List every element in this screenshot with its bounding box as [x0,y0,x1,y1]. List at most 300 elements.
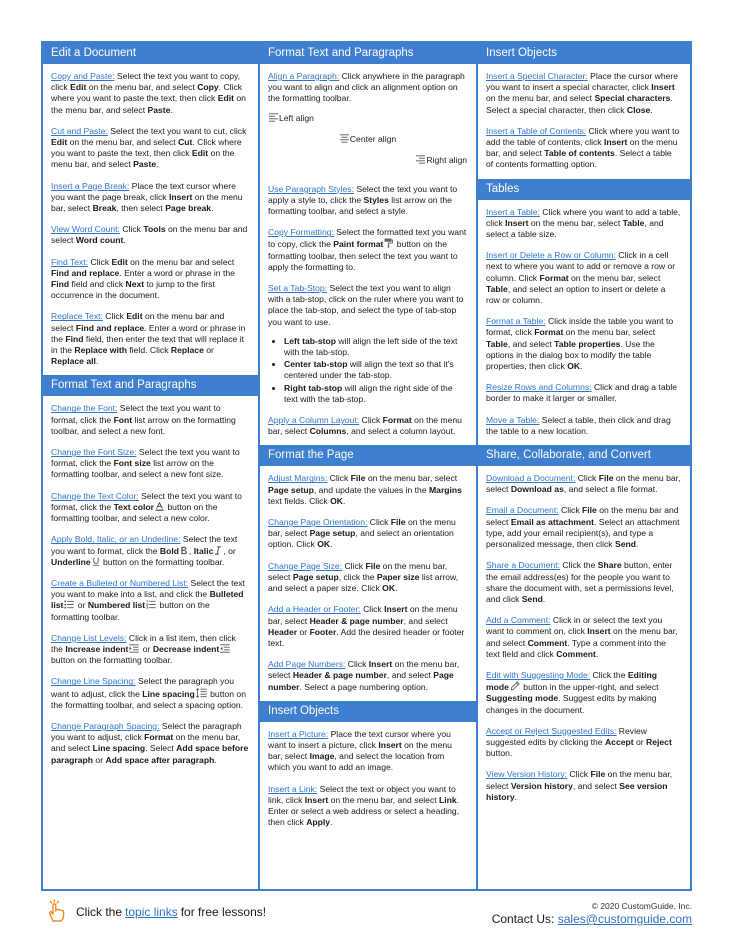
body-text: Click in or select the text you want to comment on, click [486,615,663,637]
topic-link[interactable]: Change the Font Size: [51,447,137,458]
body-text: on the menu bar, select [528,217,623,228]
entry-view-word-count [51,224,249,246]
body-text: . Add the desired header or footer text. [268,626,465,648]
body-text: or [633,736,647,747]
entry-cut-and-paste [51,126,249,171]
bold-term: Line spacing [92,743,146,754]
topic-link[interactable]: Replace Text: [51,311,103,322]
increase-indent-icon [129,644,139,654]
body-text: on the menu bar, and select [67,137,179,148]
bold-term: Edit [111,256,128,267]
bold-term: Header [268,626,298,637]
align-example-label: Right align [426,154,467,165]
body-text: to jump to the first occurrence in the document. [51,279,215,301]
bold-term: Table [622,217,645,228]
bold-term: Paste [147,104,171,115]
quick-reference-sheet [41,41,692,891]
topic-link[interactable]: Edit with Suggesting Mode: [486,669,591,680]
section-body [260,722,476,837]
body-text: . [650,104,653,115]
body-text: Click in a list item, then click the [51,632,236,654]
bold-term: Insert [604,137,628,148]
body-text: . [156,159,159,170]
section-edit-a-document [43,43,258,375]
bold-term: Decrease indent [152,643,220,654]
body-text: Select the paragraph you want to adjust, click the [51,676,234,699]
bold-term: File [365,560,381,571]
entry-replace-text [51,311,249,367]
body-text: , and select an option to insert or delete a row or column. [486,283,666,306]
body-text: or [75,600,88,611]
section-heading: Share, Collaborate, and Convert [478,445,690,466]
body-text: Place the cursor where you want to insert a special character, click [486,71,679,93]
bold-term: OK [330,495,343,506]
section-heading: Insert Objects [478,43,690,64]
bold-term: Edit [126,311,143,322]
bold-term: Reject [646,736,672,747]
topic-link[interactable]: Use Paragraph Styles: [268,183,354,194]
body-text: button. [486,748,513,759]
text-color-icon [155,502,164,512]
entry-insert-a-page-break [51,181,249,215]
body-text: Place the text cursor where you want to insert a picture, click [268,728,451,750]
body-text: . Select a table of contents formatting option. [486,148,672,170]
entry-view-version-history [486,769,681,803]
topic-link[interactable]: Change the Text Color: [51,490,139,501]
section-format-text-and-paragraphs [260,43,476,445]
topic-link[interactable]: Change the Font: [51,403,118,414]
topic-link[interactable]: Email a Document: [486,505,559,516]
bold-term: Page number [268,670,454,692]
bold-term: Text color [113,501,154,512]
bold-term: Email as attachment [510,516,594,527]
bold-term: Suggesting mode [486,693,559,704]
entry-share-a-document [486,560,681,605]
bold-term: Word count [75,235,124,246]
bold-term: Table properties [554,338,621,349]
bold-term: Table [486,338,508,349]
entry-change-page-size [268,561,467,595]
body-text: text fields. Click [268,495,331,506]
entry-create-a-bulleted-or-numbered-list [51,578,249,623]
contact-label: Contact Us: [491,912,555,926]
section-format-text-and-paragraphs [43,375,258,773]
body-text: Click and drag a table border to make it larger or smaller. [486,382,678,404]
body-text: Click where you want to add the table of contents, click [486,125,680,148]
body-text: on the menu bar, select [268,560,448,582]
body-text: list arrow on the formatting toolbar, and select a style. [268,194,452,217]
topic-link[interactable]: Align a Paragraph: [268,71,340,81]
align-example-label: Left align [279,112,314,123]
bold-term: Paper size [376,571,420,582]
bold-term: Paste [133,159,157,170]
entry-add-a-header-or-footer [268,604,467,649]
topic-link[interactable]: Apply Bold, Italic, or an Underline: [51,534,181,545]
entry-set-a-tab-stop [268,283,467,328]
body-text: on the menu bar and select [51,224,248,246]
body-text: on the menu bar, and select [486,137,678,159]
entry-move-a-table [486,415,681,437]
align-right-icon [416,155,425,165]
body-text: button in the upper-right, and select [520,682,659,693]
entry-apply-a-column-layout [268,415,467,437]
entry-insert-a-picture [268,729,467,774]
entry-change-list-levels [51,633,249,667]
body-text: Select the text you want to format, click the [51,534,238,556]
bold-term: See version history [486,780,668,802]
body-text: . [123,235,126,246]
body-text: , and select [572,780,620,791]
body-text: Select the text you want to make into a list, and click the [51,577,245,600]
section-heading: Format Text and Paragraphs [260,43,476,64]
list-item [284,336,467,358]
topic-link[interactable]: Change Paragraph Spacing: [51,720,160,731]
topic-link[interactable]: Adjust Margins: [268,473,328,484]
body-text: Click [359,415,383,426]
bold-term: Link [439,794,457,805]
bold-term: Add space before paragraph [51,743,249,765]
topic-link[interactable]: Cut and Paste: [51,125,108,136]
body-text: Select the text you want to copy, click [51,71,241,93]
topic-link[interactable]: Copy and Paste: [51,71,115,81]
body-text: button on the formatting toolbar, then select the text you want to apply the formatting to. [268,239,458,272]
section-body [260,64,476,445]
body-text: Click [567,769,591,780]
bold-icon [180,546,188,556]
topic-link[interactable]: Format a Table: [486,316,546,327]
bold-term: Send [614,539,636,550]
entry-apply-bold-italic-or-an-underline [51,534,249,568]
body-text: . [580,361,583,372]
body-text: . Select a special character, then click [486,93,673,115]
bold-term: Table of contents [544,148,615,159]
topic-link[interactable]: Find Text: [51,256,89,267]
bold-term: Accept [604,736,634,747]
body-text: . Enter a word or phrase in the [51,322,246,344]
body-text: . Enter or select a web address or select a heading, then click [268,794,460,828]
body-text: . Click where you want to paste the text, then click [51,137,242,159]
bold-term: Header & page number [292,670,387,681]
topic-links-link[interactable]: topic links [125,905,178,919]
body-text: . [514,791,518,802]
section-heading: Format the Page [260,445,476,466]
body-text: Select the formatted text you want to copy, click the [268,227,467,250]
section-heading: Insert Objects [260,701,476,722]
bold-term: Break [92,203,117,214]
bold-term: Insert [169,191,193,202]
body-text: Select the text you want to apply a style to, click the [268,183,458,205]
bold-term: Apply [306,817,331,828]
body-text: , and select [507,338,555,349]
body-text: . Select an attachment type, add your email recipient(s), and type a personalized message, then click [486,516,680,550]
bold-term: Format [539,272,569,283]
bold-term: File [350,473,366,484]
body-text: on the menu bar, select [268,604,458,626]
entry-email-a-document [486,505,681,550]
section-body [260,466,476,700]
body-text: list arrow on the formatting toolbar, and select a new font. [51,414,236,436]
section-insert-objects [260,701,476,837]
align-example-right [268,155,467,176]
entry-insert-a-table-of-contents [486,126,681,171]
entry-change-the-font [51,403,249,437]
bold-term: Format [534,327,564,338]
body-text: on the menu bar and select [486,505,679,527]
body-text: button on the formatting toolbar, and select a spacing option. [51,688,246,710]
topic-link[interactable]: Apply a Column Layout: [268,415,360,426]
topic-link[interactable]: Add a Comment: [486,615,551,626]
topic-link[interactable]: Add Page Numbers: [268,659,346,670]
topic-link[interactable]: Move a Table: [486,414,540,425]
entry-change-the-font-size [51,447,249,481]
bold-term: Columns [309,426,347,437]
topic-link[interactable]: View Version History: [486,769,568,780]
body-text: Click in a cell next to where you want to add or remove a row or column. Click [486,250,676,283]
bold-term: Line spacing [142,688,195,699]
pencil-icon [510,681,520,692]
body-text: Click the [590,669,628,680]
entry-resize-rows-and-columns [486,382,681,404]
body-text: on the menu bar, select [486,769,673,791]
body-text: will align the right side of the text with the tab-stop. [284,382,453,404]
topic-link[interactable]: Change Page Size: [268,560,343,571]
body-text: or [203,345,214,356]
topic-link[interactable]: Insert or Delete a Row or Column: [486,250,616,261]
bold-term: OK [317,539,331,550]
section-body [478,200,690,445]
topic-link[interactable]: Download a Document: [486,473,576,484]
entry-download-a-document [486,473,681,495]
body-text: on the menu bar, and select [486,626,678,648]
body-text: on the menu bar, and select [328,794,440,805]
body-text: , and select a table size. [486,217,664,240]
bold-term: Find and replace [75,322,145,333]
body-text: Place the text cursor where you want the page break, click [51,180,236,202]
column-1 [43,43,260,889]
bold-term: Find and replace [51,267,120,278]
body-text: Select the text you want to cut, click [107,125,247,136]
body-text: Click [102,311,127,322]
bold-term: Copy [197,82,219,93]
entry-insert-a-special-character [486,71,681,116]
entry-change-line-spacing [51,676,249,711]
body-text: , and select the location from which you want to add an image. [268,751,445,773]
body-text: on the menu bar, and select [86,82,198,93]
bold-term: Insert [378,739,402,750]
body-text: on the menu bar, select [486,473,681,495]
body-text: on the menu bar, and select [51,732,241,754]
topic-link[interactable]: Insert a Picture: [268,728,329,739]
body-text: Click [327,473,351,484]
bold-term: OK [382,583,396,594]
topic-link[interactable]: Insert a Special Character: [486,71,588,81]
section-tables [478,179,690,445]
bold-term: Replace all [51,356,96,367]
bold-term: Find [65,333,84,344]
topic-link[interactable]: Change List Levels: [51,632,127,643]
bold-term: Right tab-stop [284,382,343,393]
bold-term: Insert [651,82,675,93]
body-text: button on the formatting toolbar. [51,600,210,622]
body-text: on the menu bar and select [127,256,235,267]
body-text: on the menu bar, select [568,272,661,283]
topic-link[interactable]: Insert a Table of Contents: [486,125,587,136]
topic-link[interactable]: Insert a Link: [268,783,318,794]
contact-line [492,911,692,927]
bold-term: Margins [429,484,462,495]
align-example-label: Center align [349,133,397,144]
section-format-the-page [260,445,476,700]
topic-link[interactable]: Change Line Spacing: [51,676,136,687]
entry-add-a-comment [486,615,681,660]
list-item [284,359,467,381]
body-text: on the menu bar, select [268,659,460,681]
topic-link[interactable]: Copy Formatting: [268,227,334,238]
body-text: . Type a comment into the text field and click [486,637,666,659]
body-text: Select a table, then click and drag the table to a new location. [486,414,671,436]
bold-term: Left tab-stop [284,335,337,346]
bold-term: Replace with [74,345,127,356]
align-center-icon [340,134,349,144]
bold-term: Numbered list [87,600,146,611]
bold-term: Comment [527,637,568,648]
body-text: . Use the options in the dialog box to modify the table properties, then click [486,338,655,372]
bold-term: Table [486,283,508,294]
bold-term: Edit [191,148,209,159]
bold-term: Close [626,104,651,115]
bold-term: Version history [510,780,573,791]
entry-insert-a-table [486,207,681,241]
entry-find-text [51,257,249,302]
body-text: Review suggested edits by clicking the [486,725,647,747]
italic-icon [214,546,222,556]
bold-term: Format [144,732,174,743]
body-text: . Select a page numbering option. [299,681,429,692]
entry-insert-or-delete-a-row-or-column [486,250,681,306]
bold-term: Comment [556,648,596,659]
body-text: . [330,539,333,550]
body-text: . [330,817,333,828]
body-text: Click [575,473,599,484]
bold-term: Edit [217,93,234,104]
body-text: , and select a column layout. [346,426,456,437]
body-text: , then select [116,203,166,214]
underline-icon [92,557,100,567]
entry-copy-formatting [268,227,467,273]
align-left-icon [269,113,278,123]
section-body [43,64,258,375]
body-text: . [211,203,214,214]
body-text: on the menu bar, and select [486,93,595,104]
body-text: . [214,754,217,765]
topic-link[interactable]: Insert a Table: [486,206,540,217]
body-text: Select the text you want to align with a tab-stop, click on the ruler where you want to place the tab-stop, and select the type of tab-stop you want to use. [268,283,464,327]
topic-link[interactable]: Change Page Orientation: [268,517,368,528]
bold-term: Styles [363,194,389,205]
body-text: . [95,356,99,367]
bulleted-list-icon [64,600,74,610]
contact-email-link[interactable]: sales@customguide.com [557,912,692,926]
tab-stop-list [284,336,467,405]
topic-link[interactable]: View Word Count: [51,224,120,235]
body-text: . Click where you want to paste the text, then click [51,82,243,104]
body-text: Click anywhere in the paragraph you want to align and click an alignment option on the formatting toolbar. [268,71,465,104]
topic-link[interactable]: Insert a Page Break: [51,180,130,191]
entry-change-the-text-color [51,491,249,525]
body-text: , click the [338,571,377,582]
body-text: Select the text you want to format, click the [51,403,221,425]
topic-link[interactable]: Create a Bulleted or Numbered List: [51,577,189,588]
body-text: on the menu bar, and select [51,148,235,170]
align-example-center [268,134,467,155]
body-text: Select the paragraph you want to adjust, click [51,720,242,743]
column-2 [260,43,478,889]
bold-term: Insert [505,217,529,228]
section-heading: Tables [478,179,690,200]
entry-add-page-numbers [268,659,467,693]
body-text: or [140,643,153,654]
bold-term: Insert [304,794,329,805]
bold-term: Header & page number [309,615,404,626]
alignment-examples [268,113,467,176]
column-3 [478,43,690,889]
body-text: will align the left side of the text with the tab-stop. [284,335,458,358]
bold-term: Font size [113,458,151,469]
topic-link[interactable]: Resize Rows and Columns: [486,382,592,393]
body-text: or [93,754,106,765]
bold-term: Share [597,560,622,571]
body-text: button on the formatting toolbar, and select a new color. [51,501,218,524]
bold-term: Bold [159,545,179,556]
section-share-collaborate-and-convert [478,445,690,811]
body-text: Click the [560,560,598,571]
bold-term: OK [567,361,581,372]
bold-term: Font [113,414,133,425]
bold-term: Insert [587,626,611,637]
bold-term: Find [51,279,70,290]
topic-link[interactable]: Share a Document: [486,560,561,571]
body-text: , and select an orientation option. Click [268,528,454,550]
section-heading: Format Text and Paragraphs [43,375,258,396]
body-text: field, then enter the text that will replace it in the [51,333,244,356]
body-text: , and update the values in the [313,484,430,495]
entry-change-page-orientation [268,517,467,551]
body-text: Click [367,517,391,528]
entry-adjust-margins [268,473,467,507]
topic-link[interactable]: Add a Header or Footer: [268,604,361,615]
section-body [43,396,258,773]
paint-format-icon [384,238,393,249]
topic-link[interactable]: Set a Tab-Stop: [268,283,328,294]
bold-term: Edit [51,137,68,148]
footer-tip [46,900,266,924]
body-text: on the menu bar, select [268,517,456,539]
body-text: will align the text so that it's centered under the tab-stop. [284,359,454,381]
numbered-list-icon [146,600,156,610]
bold-term: Page setup [309,528,356,539]
body-text: Click [345,659,369,670]
body-text: , and select [386,670,434,681]
copyright-text: © 2020 CustomGuide, Inc. [591,901,692,911]
body-text: Select the text you want to format, click the [51,490,242,512]
body-text: list arrow, and select a paper size. Click [268,571,459,594]
body-text: . [170,104,173,115]
topic-link[interactable]: Accept or Reject Suggested Edits: [486,725,617,736]
bold-term: File [598,473,614,484]
body-text: button, enter the email address(es) for the people you want to share the document with, set a permissions level, and click [486,560,674,604]
entry-copy-and-paste [51,71,249,116]
align-example-left [268,113,467,134]
